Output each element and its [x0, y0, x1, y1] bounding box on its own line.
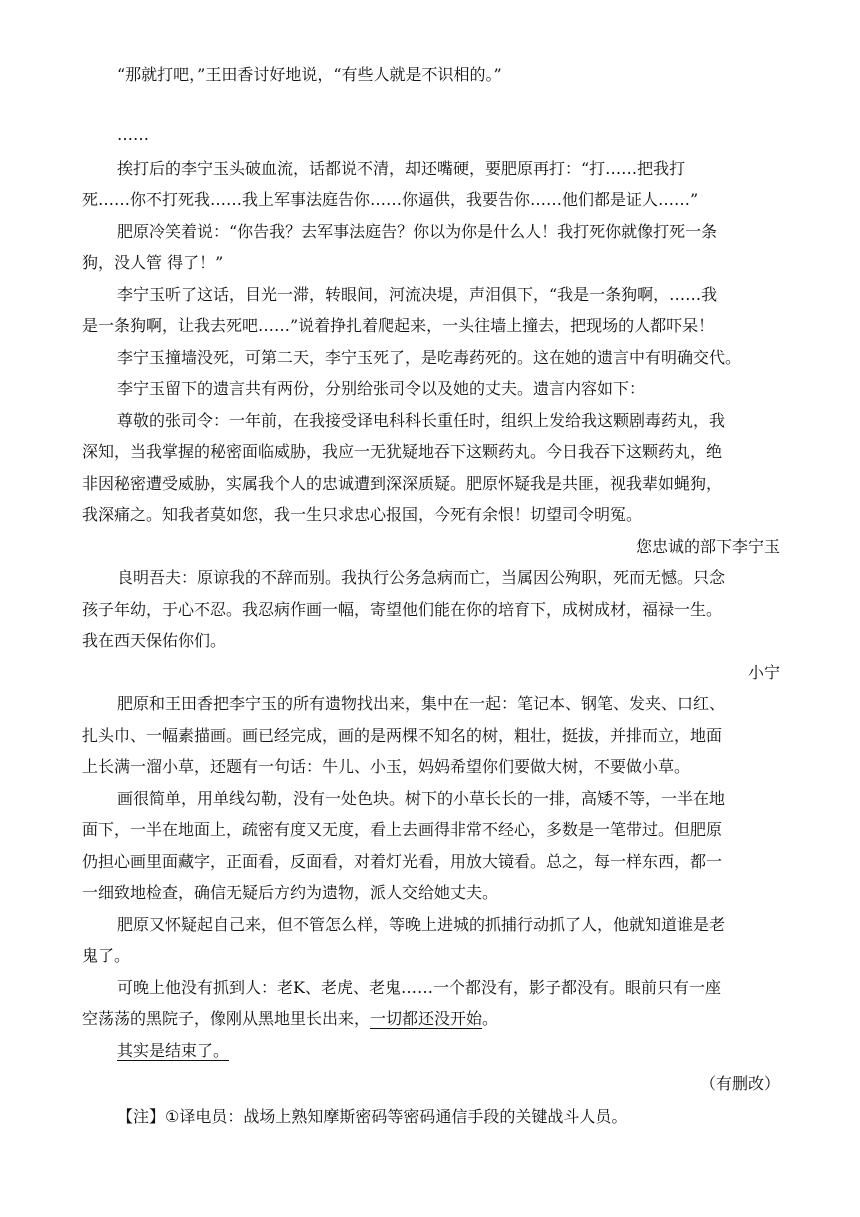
- text-run: 。: [482, 1009, 499, 1028]
- paragraph-line: 死……你不打死我……我上军事法庭告你……你逼供，我要告你……他们都是证人……”: [82, 190, 699, 209]
- letter-line: 尊敬的张司令：一年前，在我接受译电科科长重任时，组织上发给我这颗剧毒药丸，我: [117, 411, 726, 430]
- paragraph-line: 李宁玉听了这话，目光一滞，转眼间，河流决堤，声泪俱下，“我是一条狗啊，……我: [117, 285, 718, 304]
- letter-line: 良明吾夫：原谅我的不辞而别。我执行公务急病而亡，当属因公殉职，死而无憾。只念: [117, 568, 726, 587]
- letter-line: 非因秘密遭受威胁，实属我个人的忠诚遭到深深质疑。肥原怀疑我是共匪，视我辈如蝇狗，: [82, 474, 723, 493]
- letter-signature: 小宁: [747, 663, 780, 682]
- paragraph-line: 李宁玉留下的遗言共有两份，分别给张司令以及她的丈夫。遗言内容如下：: [117, 379, 646, 398]
- ellipsis-line: ……: [117, 125, 149, 144]
- paragraph-line: “那就打吧，”王田香讨好地说，“有些人就是不识相的。”: [117, 65, 502, 84]
- paragraph-line: 肥原冷笑着说：“你告我？去军事法庭告？你以为你是什么人！我打死你就像打死一条: [117, 222, 718, 241]
- paragraph-line: 扎头巾、一幅素描画。画已经完成，画的是两棵不知名的树，粗壮，挺拔，并排而立，地面: [82, 726, 723, 745]
- paragraph-line: 画很简单，用单线勾勒，没有一处色块。树下的小草长长的一排，高矮不等，一半在地: [117, 789, 726, 808]
- underlined-phrase: 一切都还没开始: [370, 1009, 483, 1028]
- paragraph-line: 肥原又怀疑起自己来，但不管怎么样，等晚上进城的抓捕行动抓了人，他就知道谁是老: [117, 915, 726, 934]
- ending-line: [117, 1040, 817, 1062]
- letter-line: 我深痛之。知我者莫如您，我一生只求忠心报国，今死有余恨！切望司令明冤。: [82, 505, 643, 524]
- paragraph-line: 肥原和王田香把李宁玉的所有遗物找出来，集中在一起：笔记本、钢笔、发夹、口红、: [117, 694, 726, 713]
- paragraph-line: 面下，一半在地面上，疏密有度又无度，看上去画得非常不经心，多数是一笔带过。但肥原: [82, 820, 723, 839]
- footnote-text: ①译电员：战场上熟知摩斯密码等密码通信手段的关键战斗人员。: [165, 1107, 628, 1126]
- paragraph-line: 可晚上他没有抓到人：老K、老虎、老鬼……一个都没有，影子都没有。眼前只有一座: [117, 978, 721, 997]
- paragraph-line: 仍担心画里面藏字，正面看，反面看，对着灯光看，用放大镜看。总之，每一样东西，都一: [82, 852, 723, 871]
- paragraph-line: [82, 1008, 782, 1030]
- paragraph-line: 是一条狗啊，让我去死吧……”说着挣扎着爬起来，一头往墙上撞去，把现场的人都吓呆！: [82, 316, 715, 335]
- paragraph-line: 鬼了。: [82, 946, 131, 965]
- footnote-tag: 【注】: [117, 1107, 166, 1126]
- paragraph-line: 一细致地检查，确信无疑后方约为遗物，派人交给她丈夫。: [82, 883, 499, 902]
- footnote: [117, 1106, 817, 1128]
- paragraph-line: 上长满一溜小草，还题有一句话：牛儿、小玉，妈妈希望你们要做大树，不要做小草。: [82, 757, 691, 776]
- paragraph-line: 挨打后的李宁玉头破血流，话都说不清，却还嘴硬，要肥原再打：“打……把我打: [117, 159, 686, 178]
- text-run: 空荡荡的黑院子，像刚从黑地里长出来，: [82, 1009, 371, 1028]
- letter-signature: 您忠诚的部下李宁玉: [635, 537, 780, 556]
- letter-line: 孩子年幼，于心不忍。我忍病作画一幅，寄望他们能在你的培育下，成树成材，福禄一生。: [82, 600, 723, 619]
- letter-line: 我在西天保佑你们。: [82, 631, 227, 650]
- paragraph-line: 狗，没人管 得了！”: [82, 253, 224, 272]
- edited-note: （有删改）: [699, 1074, 780, 1093]
- underlined-ending: 其实是结束了。: [117, 1041, 230, 1060]
- letter-line: 深知，当我掌握的秘密面临威胁，我应一无犹疑地吞下这颗药丸。今日我吞下这颗药丸，绝: [82, 442, 723, 461]
- paragraph-line: 李宁玉撞墙没死，可第二天，李宁玉死了，是吃毒药死的。这在她的遗言中有明确交代。: [117, 348, 742, 367]
